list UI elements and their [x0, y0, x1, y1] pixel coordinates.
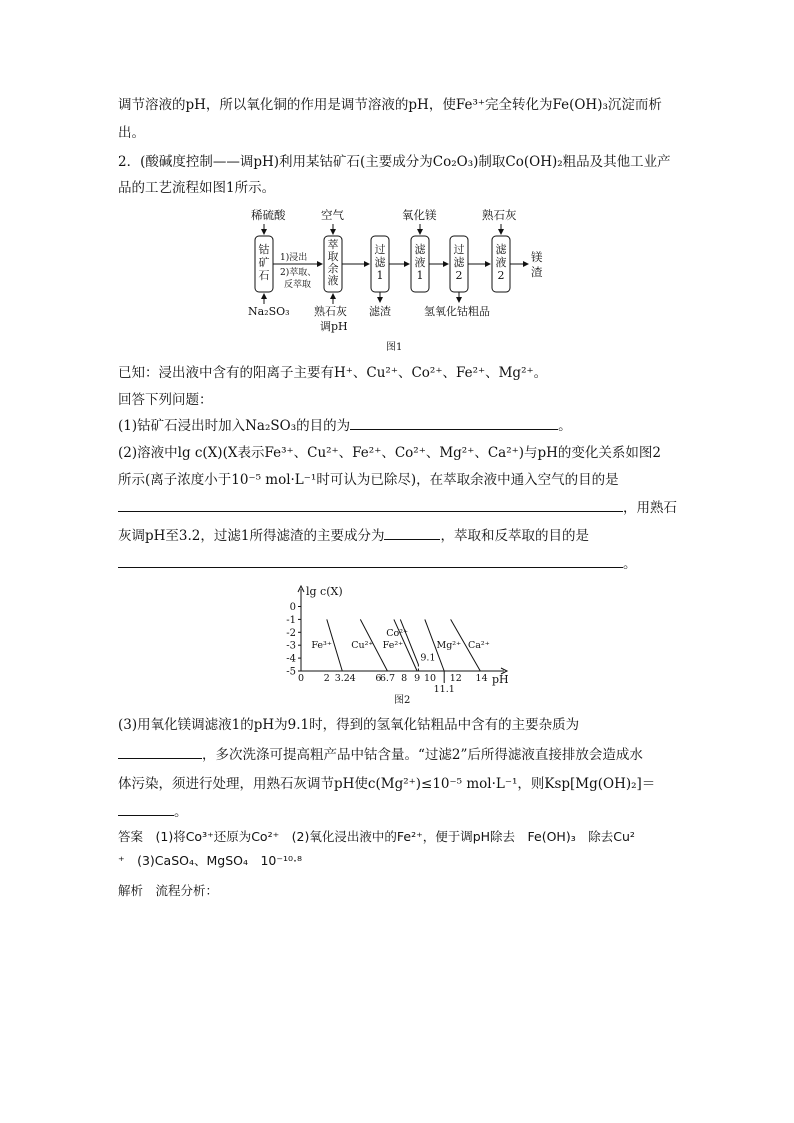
input-magnesium-oxide: 氧化镁 — [402, 208, 437, 222]
x-tick-label: 3.2 — [334, 673, 350, 684]
series-label: Cu²⁺ — [351, 639, 374, 651]
question-1-text: (1)钴矿石浸出时加入Na₂SO₃的目的为 — [118, 418, 351, 434]
step-label-leach: 1)浸出 — [280, 253, 308, 263]
known-info: 已知：浸出液中含有的阳离子主要有H⁺、Cu²⁺、Co²⁺、Fe²⁺、Mg²⁺。 — [118, 365, 548, 381]
annotation-9-1: 9.1 — [420, 652, 436, 664]
answer-blank-3a[interactable] — [118, 746, 202, 759]
figure-2-caption: 图2 — [394, 695, 411, 706]
box-filter-1-label: 过滤 1 — [374, 243, 386, 282]
y-axis-label: lg c(X) — [306, 585, 343, 598]
series-label: Co²⁺ — [386, 628, 409, 640]
x-tick-label: 6 — [375, 673, 382, 684]
series-label: Fe²⁺ — [382, 639, 404, 651]
y-tick-label: -1 — [286, 614, 296, 626]
figure-2-chart — [282, 583, 522, 708]
y-tick-label: 0 — [289, 602, 296, 613]
intro-line-2: 出。 — [118, 125, 145, 141]
label-slaked-lime-bottom: 熟石灰 — [314, 305, 347, 318]
box-filtrate-1-label: 滤液 1 — [414, 243, 426, 282]
label-residue: 滤渣 — [369, 305, 391, 318]
step-label-strip: 反萃取 — [284, 280, 312, 290]
series-label: Mg²⁺ — [436, 639, 462, 651]
x-axis-label: pH — [492, 673, 509, 686]
question-stem-line-2: 品的工艺流程如图1所示。 — [118, 180, 276, 196]
question-2-line-5 — [118, 555, 637, 573]
x-tick-label: 8 — [401, 673, 408, 684]
x-tick-label: 2 — [323, 673, 330, 684]
x-tick-label: 10 — [423, 673, 437, 684]
x-tick-label: 9 — [414, 673, 421, 684]
figure-1-flowchart — [236, 206, 556, 356]
question-3-line-2 — [118, 746, 643, 764]
answer-prompt: 回答下列问题： — [118, 392, 213, 408]
label-na2so3: Na₂SO₃ — [248, 305, 290, 318]
question-3-line-4 — [118, 803, 188, 821]
question-2-line-3-end: ，用熟石 — [623, 500, 677, 516]
box-filter-2-label: 过滤 2 — [453, 243, 465, 282]
question-1 — [118, 417, 572, 435]
answer-blank-1[interactable] — [350, 417, 558, 430]
input-air: 空气 — [321, 208, 344, 222]
product-residue-label: 渣 — [531, 265, 543, 279]
y-tick-label: -2 — [286, 627, 296, 639]
answer-blank-2c[interactable] — [118, 555, 623, 568]
box-cobalt-ore-label: 钴矿石 — [258, 243, 270, 282]
x-tick-label: 4 — [349, 673, 356, 684]
question-2-line-4b: ，萃取和反萃取的目的是 — [440, 528, 589, 544]
series-label: Fe³⁺ — [311, 639, 332, 651]
x-tick-label: 6.7 — [379, 673, 395, 684]
x-tick-label: 14 — [475, 673, 488, 684]
answer-line-1: 答案 (1)将Co³⁺还原为Co²⁺ (2)氧化浸出液中的Fe²⁺，便于调pH除去 Fe(OH)₃ 除去Cu² — [118, 829, 635, 844]
question-2-line-4 — [118, 527, 589, 545]
label-adjust-ph: 调pH — [320, 320, 348, 333]
y-tick-label: -5 — [286, 666, 296, 678]
figure-1-caption: 图1 — [386, 342, 403, 353]
input-sulfuric-acid: 稀硫酸 — [251, 208, 286, 222]
answer-blank-2a[interactable] — [118, 499, 623, 512]
question-3-line-2-text: ，多次洗涤可提高粗产品中钴含量。“过滤2”后所得滤液直接排放会造成水 — [202, 747, 643, 763]
question-2-line-1: (2)溶液中lg c(X)(X表示Fe³⁺、Cu²⁺、Fe²⁺、Co²⁺、Mg²⁺、Ca²⁺)与pH的变化关系如图2 — [118, 445, 662, 461]
answer-blank-3b[interactable] — [118, 803, 174, 816]
x-tick-label: 12 — [449, 673, 462, 684]
annotation-11-1: 11.1 — [433, 684, 455, 695]
label-cobalt-hydroxide: 氢氧化钴粗品 — [424, 305, 490, 318]
series-label: Ca²⁺ — [467, 639, 490, 651]
step-label-extract: 2)萃取、 — [280, 268, 317, 278]
question-2-line-3 — [118, 499, 677, 517]
analysis-heading: 解析 流程分析： — [118, 883, 219, 898]
answer-line-2: ⁺ (3)CaSO₄、MgSO₄ 10⁻¹⁰·⁸ — [118, 853, 302, 868]
intro-line-1: 调节溶液的pH，所以氧化铜的作用是调节溶液的pH，使Fe³⁺完全转化为Fe(OH)₃沉淀而析 — [118, 97, 662, 113]
box-filtrate-2-label: 滤液 2 — [495, 243, 507, 282]
y-tick-label: -4 — [286, 653, 296, 665]
y-tick-label: -3 — [286, 640, 296, 652]
question-stem-line-1: 2．(酸碱度控制——调pH)利用某钴矿石(主要成分为Co₂O₃)制取Co(OH)₂粗品及其他工业产 — [118, 154, 671, 170]
question-1-end: 。 — [558, 418, 572, 434]
input-slaked-lime: 熟石灰 — [482, 208, 517, 222]
answer-blank-2b[interactable] — [384, 527, 440, 540]
question-2-line-2: 所示(离子浓度小于10⁻⁵ mol·L⁻¹时可认为已除尽)，在萃取余液中通入空气的目的是 — [118, 472, 619, 488]
product-mg-label: 镁 — [531, 250, 543, 264]
box-raffinate-label: 萃取余液 — [327, 238, 339, 287]
question-3-line-4-end: 。 — [174, 804, 188, 820]
question-2-line-5-end: 。 — [623, 556, 637, 572]
question-3-line-3: 体污染，须进行处理，用熟石灰调节pH使c(Mg²⁺)≤10⁻⁵ mol·L⁻¹，则Ksp[Mg(OH)₂]＝ — [118, 776, 656, 792]
question-3-line-1: (3)用氧化镁调滤液1的pH为9.1时，得到的氢氧化钴粗品中含有的主要杂质为 — [118, 717, 580, 733]
question-2-line-4a: 灰调pH至3.2，过滤1所得滤渣的主要成分为 — [118, 528, 385, 544]
x-tick-label: 0 — [297, 673, 305, 684]
